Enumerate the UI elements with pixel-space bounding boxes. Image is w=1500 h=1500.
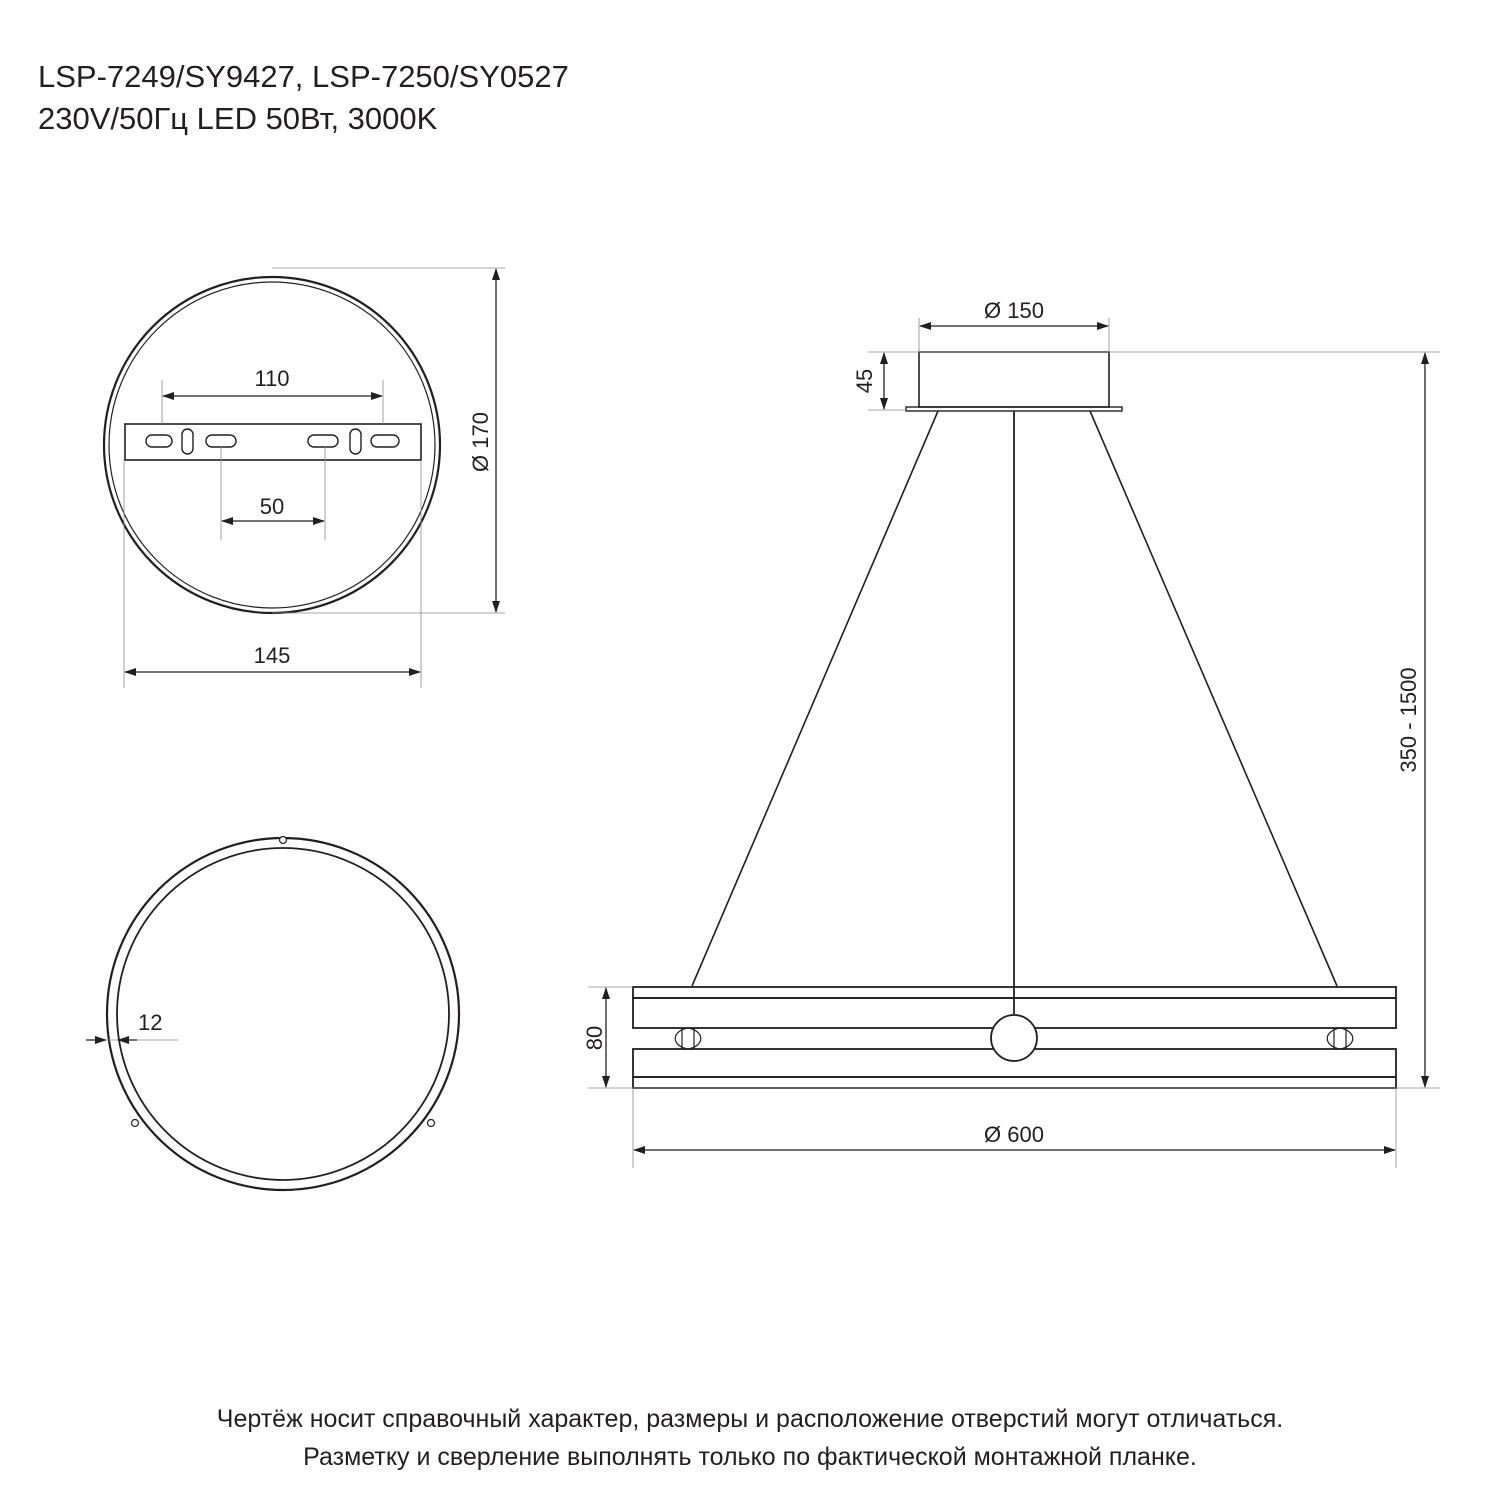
canopy-flange [906, 407, 1122, 411]
suspension-point [428, 1120, 435, 1127]
plate-slot [206, 435, 236, 447]
plate-slot [182, 429, 193, 454]
ring-connector [1327, 1028, 1353, 1049]
dim-label-45: 45 [852, 368, 877, 394]
plate-slot [308, 435, 338, 447]
suspension-cable [1090, 411, 1337, 986]
footer-line-1: Чертёж носит справочный характер, размеры и расположение отверстий могут отличаться. [216, 1405, 1284, 1433]
footer-line-2: Разметку и сверление выполнять только по фактической монтажной планке. [303, 1443, 1197, 1471]
plate-slot [350, 429, 361, 454]
dim-label-height: 350 - 1500 [1396, 667, 1421, 773]
dim-label-170: Ø 170 [468, 412, 493, 472]
ring-inner-circle [117, 848, 449, 1180]
plate-slot [371, 435, 399, 447]
suspension-point [132, 1120, 139, 1127]
electrical-specs: 230V/50Гц LED 50Вт, 3000K [38, 101, 438, 136]
lower-ring-bottom [633, 1077, 1396, 1088]
mounting-plate [125, 424, 421, 460]
dimension-lines [125, 269, 496, 672]
suspension-point [280, 837, 287, 844]
dim-label-145: 145 [253, 643, 291, 668]
canopy-top-view [104, 277, 440, 613]
dim-label-80: 80 [582, 1025, 607, 1051]
canopy-inner-circle [109, 282, 435, 608]
model-numbers: LSP-7249/SY9427, LSP-7250/SY0527 [38, 59, 569, 94]
center-connector [991, 1015, 1037, 1061]
dim-label-150: Ø 150 [984, 298, 1044, 323]
extension-lines [124, 268, 505, 688]
ring-connector [675, 1028, 701, 1049]
dim-label-50: 50 [259, 494, 285, 519]
plate-slot [146, 435, 172, 447]
footer-note [0, 1400, 1500, 1476]
dim-label-110: 110 [254, 366, 290, 391]
canopy-body [919, 352, 1109, 407]
side-view [633, 352, 1396, 1088]
suspension-cable [692, 411, 938, 986]
dim-label-12: 12 [138, 1010, 163, 1035]
dim-label-600: Ø 600 [984, 1122, 1044, 1147]
canopy-outer-circle [104, 277, 440, 613]
